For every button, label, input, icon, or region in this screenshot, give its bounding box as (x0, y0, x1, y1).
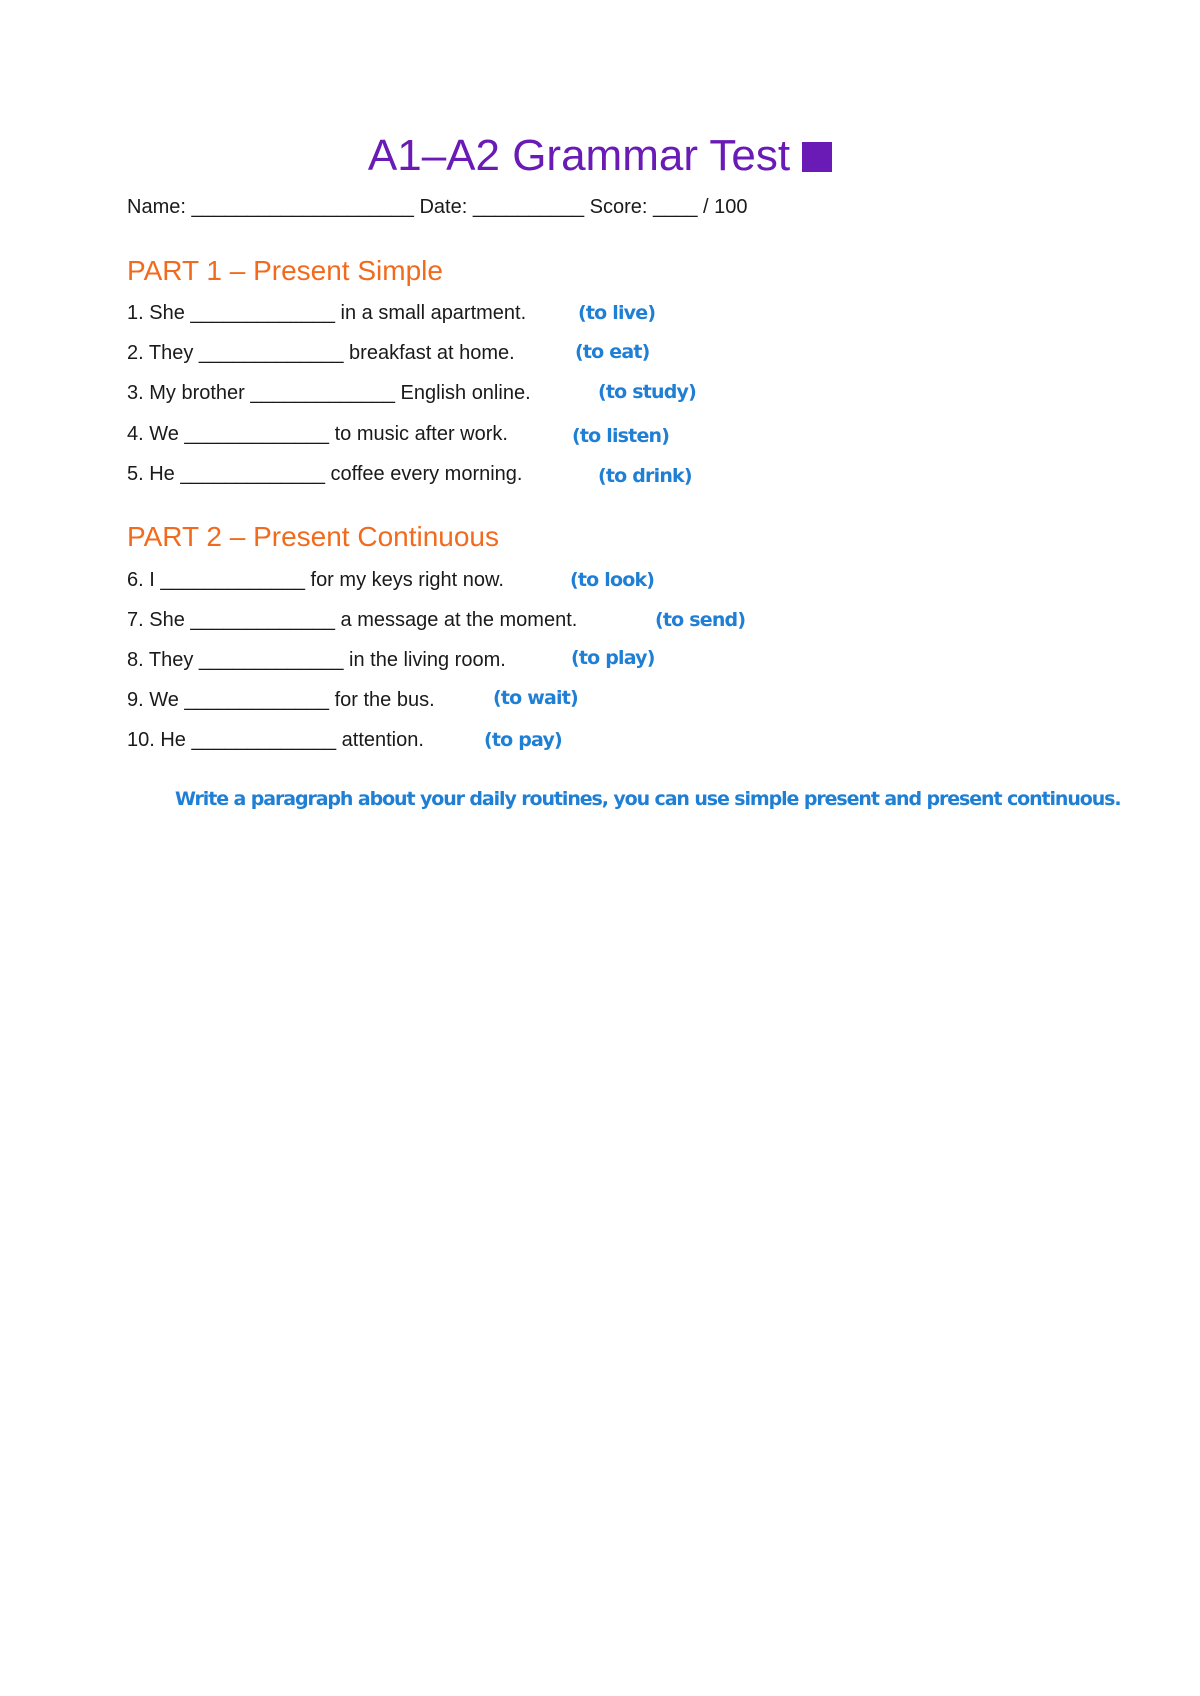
question-7: 7. She _____________ a message at the moment. (127, 609, 578, 631)
question-3: 3. My brother _____________ English online. (127, 382, 531, 404)
page-title (0, 128, 1200, 184)
question-3-hint: (to study) (598, 381, 697, 403)
question-9: 9. We _____________ for the bus. (127, 689, 435, 711)
part2-heading: PART 2 – Present Continuous (127, 521, 499, 552)
part1-heading: PART 1 – Present Simple (127, 255, 443, 286)
question-8-hint: (to play) (571, 647, 655, 669)
question-5: 5. He _____________ coffee every morning. (127, 463, 523, 485)
writing-instruction: Write a paragraph about your daily routines, you can use simple present and present continuous. (175, 788, 1121, 810)
question-8: 8. They _____________ in the living room. (127, 649, 506, 671)
question-2-hint: (to eat) (575, 341, 650, 363)
question-5-hint: (to drink) (598, 465, 692, 487)
question-10-hint: (to pay) (484, 729, 562, 751)
square-icon (802, 142, 832, 172)
question-9-hint: (to wait) (493, 687, 578, 709)
question-1: 1. She _____________ in a small apartment. (127, 302, 527, 324)
question-6: 6. I _____________ for my keys right now. (127, 569, 504, 591)
student-info-line: Name: ____________________ Date: __________ Score: ____ / 100 (127, 196, 748, 218)
question-7-hint: (to send) (655, 609, 746, 631)
question-4-hint: (to listen) (572, 425, 670, 447)
title-text: A1–A2 Grammar Test (367, 131, 791, 180)
question-2: 2. They _____________ breakfast at home. (127, 342, 515, 364)
question-6-hint: (to look) (570, 569, 655, 591)
question-10: 10. He _____________ attention. (127, 729, 424, 751)
question-4: 4. We _____________ to music after work. (127, 423, 508, 445)
question-1-hint: (to live) (578, 302, 656, 324)
